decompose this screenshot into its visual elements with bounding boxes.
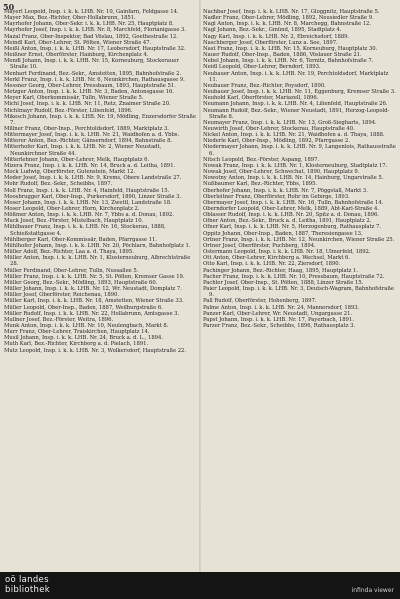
directory-entry: Müller Karl, Insp. i. k. k. LHB. Nr. 18, Amstetten, Wiener Straße 33. [4,298,184,305]
directory-entry: Müller Josef, Oberförster, Reichenau, 1890. [4,292,119,299]
directory-entry: Müller Leopold, Ober-Insp., Baden, 1887, Weilburgstraße 6. [4,304,163,311]
directory-entry: Oberhofer Johann, Insp. i. k. k. LHB. Nr. 7, Pöggstall, Markt 3. [203,187,368,194]
directory-entry: Neumann Johann, Insp. i. k. k. LHB. Nr. 4, Lilienfeld, Hauptstraße 26. [203,101,388,108]
directory-entry: Obermayer Josef, Insp. i. k. k. LHB. Nr. 16, Tulln, Bahnhofstraße 14. [203,199,384,206]
directory-entry: Moder Josef, Insp. i. k. k. LHB. Nr. 9, Krems, Obere Landstraße 27. [4,175,182,182]
directory-entry: Paier Leopold, Insp. i. k. k. LHB. Nr. 3, Deutsch-Wagram, Bahnhofstraße 9. [203,286,394,299]
directory-entry: Metzger Anton, Insp. i. k. k. LHB. Nr. 3, Baden, Antonsgasse 16. [4,89,174,96]
directory-entry: Pachler Josef, Ober-Insp., St. Pölten, 1888, Linzer Straße 15. [203,279,364,286]
directory-entry: Michl Josef, Insp. i. k. k. LHB. Nr. 11, Retz, Znaimer Straße 20. [4,101,171,108]
directory-entry: Mohr Rudolf, Bez.-Sekr., Scheibbs, 1897. [4,181,113,188]
directory-entry: Otto Karl, Insp. i. k. k. LHB. Nr. 22, Ziersdorf, 1890. [203,261,341,268]
directory-entry: Meyer Karl, Oberkommissär, Tulln, Wiener Straße 5. [4,95,144,102]
directory-entry: Panzer Karl, Ober-Lehrer, Wr. Neustadt, Ungargasse 21. [203,310,353,317]
library-logo[interactable] [5,575,50,595]
directory-entry: Naschberger Josef, Oberförster, Lunz a. See, 1897. [203,39,338,46]
directory-entry: Mühlbauer Franz, Insp. i. k. k. LHB. Nr. 16, Stockerau, 1888, Schießstattgasse 4. [4,224,166,237]
directory-entry: Mittermayer Josef, Insp. i. k. k. LHB. Nr. 21, Waidhofen a. d. Ybbs. [4,132,180,139]
directory-entry: Mößmer Anton, Insp. i. k. k. LHB. Nr. 7, Ybbs a. d. Donau, 1892. [4,212,174,219]
directory-entry: Millner Franz, Ober-Insp., Perchtoldsdorf, 1889, Marktplatz 3. [4,125,169,132]
directory-entry: Oblasser Rudolf, Insp. i. k. k. LHB. Nr. 20, Spitz a. d. Donau, 1896. [203,212,379,219]
directory-entry: Mitterhofer Karl, Insp. i. k. k. LHB. Nr. 2, Wiener Neustadt, Neunkirchner Straße 44. [4,144,162,157]
directory-entry: Müller Georg, Bez.-Sekr., Mödling, 1893, Hauptstraße 60. [4,279,158,286]
directory-entry: Musil Johann, Insp. i. k. k. LHB. Nr. 24, Bruck a. d. L., 1894. [4,335,163,342]
directory-entry: Muth Karl, Bez.-Richter, Kirchberg a. d. Pielach, 1891. [4,341,149,348]
directory-entry: Müller Adolf, Bez.-Richter, Laa a. d. Thaya, 1895. [4,249,134,256]
directory-entry: Mühlberger Karl, Ober-Kommissär, Baden, Pfarrgasse 11. [4,236,157,243]
directory-entry: Nauer Rudolf, Ober-Insp., Baden, 1886, Vöslauer Straße 21. [203,52,362,59]
directory-entry: Mikesch Johann, Insp. i. k. k. LHB. Nr. 19, Mödling, Enzersdorfer Straße 7. [4,113,196,126]
directory-entry: Neubauer Franz, Bez.-Richter, Poysdorf, 1890. [203,82,326,89]
directory-entry: Murr Franz, Ober-Lehrer, Traiskirchen, Hauptplatz 14. [4,329,150,336]
directory-entry: Mayrhofer Johann, Ober-Sekr. i. k. k. LHB. Nr. 25, Hauptplatz 8. [4,21,174,28]
directory-entry: Müller Ferdinand, Ober-Lehrer, Tulln, Nussallee 5. [4,267,139,274]
directory-entry: Nadler Franz, Ober-Lehrer, Mödling, 1892, Neusiedler Straße 9. [203,15,374,22]
directory-entry: Oberleitner Franz, Oberförster, Rohr im Gebirge, 1893. [203,193,350,200]
directory-entry: Papst Johann, Insp. i. k. k. LHB. Nr. 17, Payerbach, 1891. [203,316,354,323]
directory-entry: Parzer Franz, Bez.-Sekr., Scheibbs, 1896, Rathausplatz 3. [203,322,356,329]
directory-entry: Mayrhofer Josef, Insp. i. k. k. LHB. Nr. 8, Marchfeld, Florianigasse 3. [4,27,186,34]
directory-entry: Ortner Franz, Insp. i. k. k. LHB. Nr. 12, Neunkirchen, Wiener Straße 25. [203,236,395,243]
directory-entry: Michlmayr Rudolf, Bez.-Förster, Lilienfeld, 1896. [4,107,133,114]
directory-entry: Nowak Josef, Ober-Lehrer, Schwechat, 1890, Hauptplatz 9. [203,169,360,176]
directory-entry: Meindl Karl, Ober-Lehrer, St. Pölten, Wiener Straße 47. [4,39,152,46]
directory-entry: Nitsch Leopold, Bez.-Förster, Aspang, 1897. [203,156,320,163]
directory-entry: Neidl Leopold, Ober-Lehrer, Berndorf, 1893. [203,64,321,71]
directory-entry: Ortner Josef, Oberförster, Puchberg, 1894. [203,242,316,249]
directory-entry: Neuhold Karl, Oberförster, Mariazell, 1896. [203,95,319,102]
page-number: 50 [3,2,15,12]
directory-entry: Mitterlehner Johann, Ober-Lehrer, Melk, Hauptplatz 6. [4,156,150,163]
directory-entry: Niedermayer Johann, Insp. i. k. k. LHB. Nr. 9, Langenlois, Rathausstraße 6. [203,144,396,157]
directory-entry: Meißl Anton, Insp. i. k. k. LHB. Nr. 17, Leobersdorf, Hauptstraße 32. [4,45,186,52]
logo-line-1: oö landes [5,575,49,585]
directory-entry: Oberndorfer Leopold, Ober-Lehrer, Melk, 1889, Abt-Karl-Straße 4. [203,206,379,212]
right-column [203,9,396,569]
directory-entry: Pacher Franz, Insp. i. k. k. LHB. Nr. 10, Pressbaum, Hauptstraße 72. [203,273,385,280]
directory-entry: Nachbar Josef, Insp. i. k. k. LHB. Nr. 17, Gloggnitz, Hauptstraße 5. [203,9,380,15]
directory-entry: Mutz Leopold, Insp. i. k. k. LHB. Nr. 3, Wolkersdorf, Hauptstraße 22. [4,347,186,354]
directory-entry: Ostermann Leopold, Insp. i. k. k. LHB. Nr. 18, Ulmerfeld, 1892. [203,249,371,256]
directory-entry: Muck Josef, Bez.-Förster, Mistelbach, Hauptplatz 10. [4,218,144,225]
directory-entry: Nickel Anton, Insp. i. k. k. LHB. Nr. 21, Waidhofen a. d. Thaya, 1888. [203,132,385,139]
directory-entry: Ofner Anton, Bez.-Sekr., Bruck a. d. Leitha, 1891, Hauptplatz 2. [203,218,372,225]
footer-bar [0,572,400,599]
directory-entry: Meißner Ernst, Oberförster, Hainburg, Kirchenplatz 4. [4,52,149,59]
directory-entry: Mayerl Leopold, Insp. i. k. k. LHB. Nr. 10, Gainfarn, Feldgasse 14. [4,9,179,15]
directory-entry: Mendl Johann, Insp. i. k. k. LHB. Nr. 15, Korneuburg, Stockerauer Straße 10. [4,58,179,71]
directory-entry: Nowotny Anton, Insp. i. k. k. LHB. Nr. 14, Hainburg, Ungarstraße 5. [203,175,384,182]
directory-entry: Neubauer Anton, Insp. i. k. k. LHB. Nr. 19, Perchtoldsdorf, Marktplatz 11. [203,70,389,83]
directory-entry: Niederle Karl, Ober-Insp., Mödling, 1892, Pfarrgasse 2. [203,138,350,145]
directory-entry: Nebel Johann, Insp. i. k. k. LHB. Nr. 6, Ternitz, Bahnhofstraße 7. [203,58,374,65]
directory-entry: Ofner Karl, Insp. i. k. k. LHB. Nr. 5, Herzogenburg, Rathausplatz 7. [203,224,381,231]
directory-entry: Palme Anton, Insp. i. k. k. LHB. Nr. 24, Mannersdorf, 1893. [203,304,360,311]
directory-entry: Mazal Franz, Ober-Inspektor, Bad Vöslau, 1892, Goethestraße 12. [4,33,178,40]
directory-entry: Mayer Max, Bez.-Richter, Ober-Hollabrunn, 1851. [4,15,136,22]
directory-entry: Mizera Franz, Insp. i. k. k. LHB. Nr. 14, Bruck a. d. Leitha, 1891. [4,162,176,169]
directory-entry: Pachinger Johann, Bez.-Richter, Haag, 1895, Hauptplatz 1. [203,267,359,274]
directory-entry: Oppitz Johann, Ober-Insp., Baden, 1887, Theresiengasse 13. [203,230,363,237]
directory-entry: Menhart Ferdinand, Bez.-Sekr., Amstetten, 1895, Bahnhofstraße 2. [4,70,182,77]
directory-entry: Müller Anton, Insp. i. k. k. LHB. Nr. 1, Klosterneuburg, Albrechtstraße 28. [4,255,191,268]
directory-entry: Mullner Josef, Bez.-Förster, Weitra, 1896. [4,316,114,323]
directory-entry: Mock Ludwig, Oberförster, Gutenstein, Markt 12. [4,169,136,176]
directory-entry: Nagl Anton, Insp. i. k. k. LHB. Nr. 8, Marchegg, Bahnstraße 12. [203,21,371,28]
directory-entry: Nast Franz, Insp. i. k. k. LHB. Nr. 15, Korneuburg, Hauptplatz 30. [203,45,378,52]
directory-entry: Merkl Franz, Insp. i. k. k. LHB. Nr. 6, Neunkirchen, Rathausgasse 9. [4,76,185,83]
directory-entry: Messner Georg, Ober-Lehrer, Pressbaum, 1893, Hauptstraße 51. [4,82,176,89]
directory-entry: Moll Franz, Insp. i. k. k. LHB. Nr. 4, Hainfeld, Hauptstraße 15. [4,187,170,194]
directory-entry: Nagl Johann, Bez.-Sekr., Gmünd, 1895, Stadtplatz 4. [203,27,342,34]
left-column [4,9,196,569]
directory-entry: Nowak Franz, Insp. i. k. k. LHB. Nr. 1, Klosterneuburg, Stadtplatz 17. [203,162,388,169]
directory-entry: Mitterer Anton, Bez.-Richter, Gänserndorf, 1894, Bahnstraße 8. [4,138,173,145]
directory-entry: Moser Johann, Insp. i. k. k. LHB. Nr. 13, Zwettl, Landstraße 18. [4,199,172,206]
directory-entry: Neuwirth Josef, Ober-Lehrer, Stockerau, Hauptstraße 40. [203,125,355,132]
directory-entry: Munk Anton, Insp. i. k. k. LHB. Nr. 10, Neulengbach, Markt 8. [4,322,169,329]
directory-entry: Mühlhofer Johann, Insp. i. k. k. LHB. Nr. 20, Pöchlarn, Bahnhofplatz 1. [4,242,191,249]
directory-entry: Nagy Karl, Insp. i. k. k. LHB. Nr. 2, Ebreichsdorf, 1889. [203,33,350,40]
directory-entry: Nußbaumer Karl, Bez.-Richter, Ybbs, 1895. [203,181,318,188]
viewer-label[interactable]: infinda viewer [351,587,394,594]
directory-entry: Neubauer Josef, Insp. i. k. k. LHB. Nr. 11, Eggenburg, Kremser Straße 3. [203,89,396,96]
directory-entry: Müller Franz, Insp. i. k. k. LHB. Nr. 5, St. Pölten, Kremser Gasse 19. [4,273,185,280]
directory-entry: Pall Rudolf, Oberförster, Hohenberg, 1897. [203,298,317,305]
directory-entry: Müller Johann, Insp. i. k. k. LHB. Nr. 12, Wr. Neustadt, Domplatz 7. [4,286,182,293]
directory-entry: Müller Rudolf, Insp. i. k. k. LHB. Nr. 22, Hollabrunn, Amtsgasse 3. [4,310,180,317]
directory-entry: Ott Anton, Ober-Lehrer, Kirchberg a. Wechsel, Markt 6. [203,255,351,262]
directory-entry: Neumann Rudolf, Bez.-Sekr., Wiener Neustadt, 1891, Herzog-Leopold-Straße 8. [203,107,390,120]
logo-line-2: bibliothek [5,585,50,595]
directory-entry: Neumayer Franz, Insp. i. k. k. LHB. Nr. 13, Groß-Siegharts, 1894. [203,119,377,126]
column-gutter [199,0,201,572]
directory-entry: Moosbrugger Karl, Ober-Insp., Purkersdorf, 1890, Linzer Straße 3. [4,193,182,200]
directory-entry: Moser Leopold, Ober-Lehrer, Horn, Kirchenplatz 2. [4,206,140,212]
